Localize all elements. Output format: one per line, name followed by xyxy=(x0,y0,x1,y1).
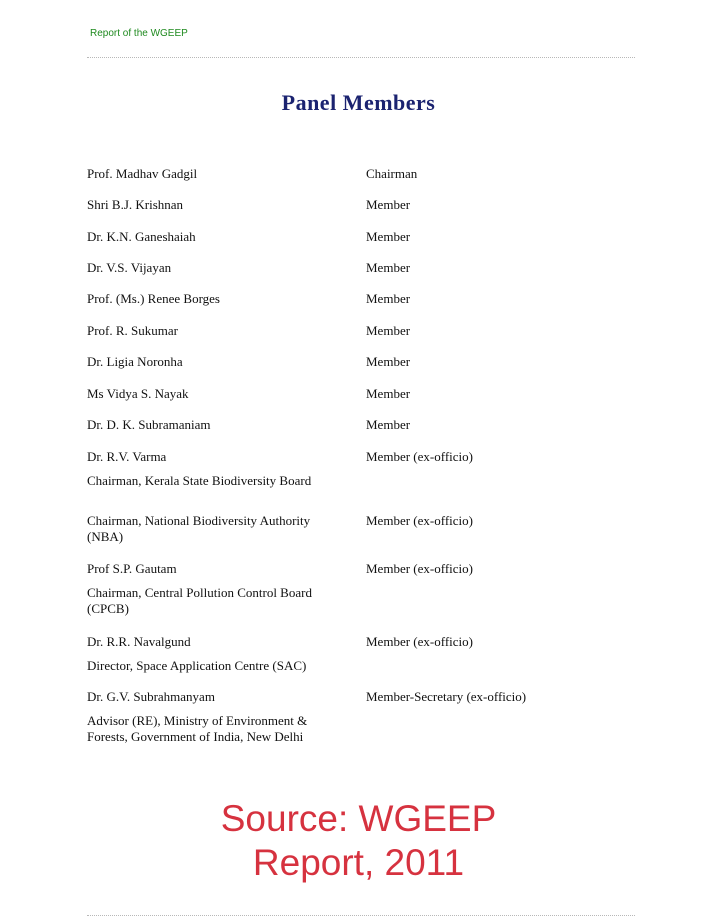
member-role: Member xyxy=(366,291,411,306)
member-name: Dr. V.S. Vijayan xyxy=(87,260,172,275)
page-title: Panel Members xyxy=(281,90,436,115)
member-name: Ms Vidya S. Nayak xyxy=(87,386,189,401)
source-caption-line: Report, 2011 xyxy=(252,842,465,883)
member-name: Prof S.P. Gautam xyxy=(87,561,177,576)
member-name: Prof. R. Sukumar xyxy=(87,323,178,338)
member-name: Dr. D. K. Subramaniam xyxy=(87,417,211,432)
member-role: Member xyxy=(366,386,411,401)
source-caption-line: Source: WGEEP xyxy=(220,798,497,839)
member-name: Dr. K.N. Ganeshaiah xyxy=(87,229,196,244)
member-role: Member xyxy=(366,260,411,275)
header-divider xyxy=(87,57,635,58)
member-role: Member xyxy=(366,417,411,432)
member-affiliation: Director, Space Application Centre (SAC) xyxy=(87,658,307,673)
member-role: Member (ex-officio) xyxy=(366,634,473,649)
member-name: Dr. R.R. Navalgund xyxy=(87,634,191,649)
member-role: Member xyxy=(366,354,411,369)
member-affiliation: Chairman, Central Pollution Control Board (CPCB) xyxy=(87,585,312,616)
member-role: Member xyxy=(366,197,411,212)
member-affiliation: Chairman, Kerala State Biodiversity Board xyxy=(87,473,312,488)
member-name: Dr. Ligia Noronha xyxy=(87,354,183,369)
member-name: Chairman, National Biodiversity Authority (NBA) xyxy=(87,513,311,544)
member-name: Prof. (Ms.) Renee Borges xyxy=(87,291,220,306)
member-role: Member (ex-officio) xyxy=(366,513,473,528)
member-name: Shri B.J. Krishnan xyxy=(87,197,184,212)
member-name: Dr. G.V. Subrahmanyam xyxy=(87,689,215,704)
footer-divider xyxy=(87,915,635,916)
member-role: Member xyxy=(366,229,411,244)
member-role: Chairman xyxy=(366,166,418,181)
member-role: Member (ex-officio) xyxy=(366,561,473,576)
member-affiliation: Advisor (RE), Ministry of Environment & Forests, Government of India, New Delhi xyxy=(87,713,308,744)
source-caption xyxy=(0,797,717,885)
member-role: Member xyxy=(366,323,411,338)
member-name: Dr. R.V. Varma xyxy=(87,449,167,464)
member-role: Member-Secretary (ex-officio) xyxy=(366,689,527,704)
running-header: Report of the WGEEP xyxy=(90,28,188,39)
member-role: Member (ex-officio) xyxy=(366,449,473,464)
member-name: Prof. Madhav Gadgil xyxy=(87,166,198,181)
